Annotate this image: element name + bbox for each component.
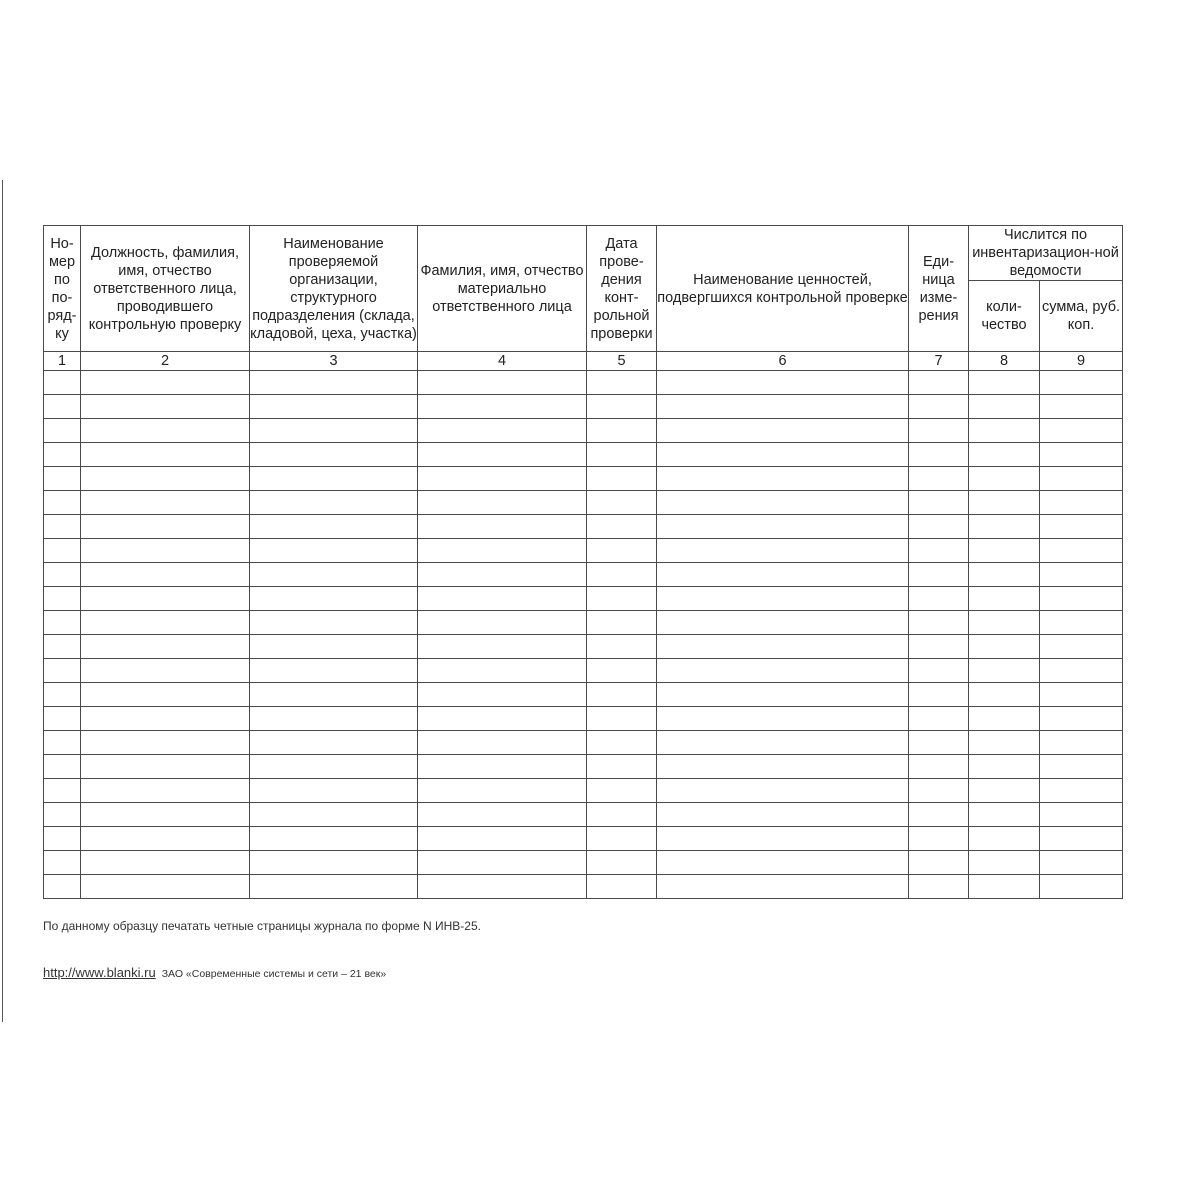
table-cell[interactable] (969, 491, 1040, 515)
table-cell[interactable] (969, 467, 1040, 491)
table-cell[interactable] (81, 683, 250, 707)
table-row (44, 443, 1123, 467)
table-cell[interactable] (1040, 587, 1123, 611)
table-cell[interactable] (657, 707, 909, 731)
table-cell[interactable] (909, 635, 969, 659)
table-cell[interactable] (587, 827, 657, 851)
table-cell[interactable] (1040, 443, 1123, 467)
table-cell[interactable] (909, 827, 969, 851)
table-row (44, 659, 1123, 683)
table-cell[interactable] (250, 539, 418, 563)
table-cell[interactable] (657, 683, 909, 707)
table-cell[interactable] (587, 491, 657, 515)
table-cell[interactable] (250, 779, 418, 803)
table-cell[interactable] (250, 731, 418, 755)
table-cell[interactable] (1040, 803, 1123, 827)
table-cell[interactable] (1040, 515, 1123, 539)
header-quantity: коли-чество (969, 281, 1040, 352)
table-cell[interactable] (81, 851, 250, 875)
table-cell[interactable] (909, 515, 969, 539)
table-cell[interactable] (969, 803, 1040, 827)
column-number: 4 (418, 352, 587, 371)
table-cell[interactable] (587, 611, 657, 635)
table-cell[interactable] (969, 779, 1040, 803)
header-inspector: Должность, фамилия, имя, отчество ответственного лица, проводившего контрольную проверку (81, 226, 250, 352)
column-number: 2 (81, 352, 250, 371)
table-cell[interactable] (1040, 851, 1123, 875)
table-cell[interactable] (250, 563, 418, 587)
table-cell[interactable] (418, 707, 587, 731)
table-cell[interactable] (81, 491, 250, 515)
table-cell[interactable] (44, 539, 81, 563)
table-cell[interactable] (909, 467, 969, 491)
table-cell[interactable] (657, 851, 909, 875)
table-row (44, 875, 1123, 899)
table-cell[interactable] (909, 491, 969, 515)
table-cell[interactable] (44, 491, 81, 515)
table-row (44, 491, 1123, 515)
table-row (44, 539, 1123, 563)
footer (43, 964, 386, 982)
table-cell[interactable] (250, 443, 418, 467)
table-cell[interactable] (587, 419, 657, 443)
table-cell[interactable] (587, 587, 657, 611)
column-number: 1 (44, 352, 81, 371)
column-number: 9 (1040, 352, 1123, 371)
table-cell[interactable] (250, 491, 418, 515)
table-cell[interactable] (81, 395, 250, 419)
table-cell[interactable] (909, 563, 969, 587)
header-valuables-name: Наименование ценностей, подвергшихся контрольной проверке (657, 226, 909, 352)
table-cell[interactable] (909, 731, 969, 755)
table-cell[interactable] (587, 659, 657, 683)
table-cell[interactable] (418, 731, 587, 755)
table-cell[interactable] (1040, 419, 1123, 443)
table-cell[interactable] (969, 539, 1040, 563)
table-cell[interactable] (81, 467, 250, 491)
table-row (44, 563, 1123, 587)
table-cell[interactable] (44, 707, 81, 731)
table-cell[interactable] (1040, 467, 1123, 491)
table-cell[interactable] (81, 443, 250, 467)
table-cell[interactable] (587, 707, 657, 731)
table-cell[interactable] (657, 371, 909, 395)
table-cell[interactable] (909, 851, 969, 875)
table-cell[interactable] (587, 731, 657, 755)
table-row (44, 755, 1123, 779)
table-row (44, 803, 1123, 827)
table-cell[interactable] (969, 611, 1040, 635)
table-cell[interactable] (969, 587, 1040, 611)
table-cell[interactable] (909, 683, 969, 707)
table-cell[interactable] (587, 683, 657, 707)
table-cell[interactable] (969, 515, 1040, 539)
table-row (44, 515, 1123, 539)
table-row (44, 851, 1123, 875)
table-row (44, 827, 1123, 851)
table-cell[interactable] (969, 755, 1040, 779)
table-cell[interactable] (418, 827, 587, 851)
table-cell[interactable] (969, 707, 1040, 731)
table-row (44, 467, 1123, 491)
table-cell[interactable] (250, 827, 418, 851)
table-cell[interactable] (909, 875, 969, 899)
header-row-number: Но-мер по по-ряд-ку (44, 226, 81, 352)
table-cell[interactable] (1040, 755, 1123, 779)
table-cell[interactable] (44, 419, 81, 443)
table-cell[interactable] (1040, 875, 1123, 899)
table-cell[interactable] (909, 611, 969, 635)
table-cell[interactable] (969, 683, 1040, 707)
column-number-row (44, 352, 1123, 371)
table-cell[interactable] (418, 587, 587, 611)
table-cell[interactable] (44, 611, 81, 635)
table-cell[interactable] (1040, 731, 1123, 755)
table-cell[interactable] (81, 659, 250, 683)
table-cell[interactable] (657, 395, 909, 419)
table-cell[interactable] (909, 587, 969, 611)
header-inventory-group: Числится по инвентаризацион-ной ведомости (969, 226, 1123, 281)
table-cell[interactable] (418, 563, 587, 587)
table-cell[interactable] (44, 779, 81, 803)
table-cell[interactable] (44, 755, 81, 779)
table-cell[interactable] (587, 875, 657, 899)
table-cell[interactable] (1040, 635, 1123, 659)
table-cell[interactable] (418, 755, 587, 779)
table-cell[interactable] (969, 419, 1040, 443)
table-cell[interactable] (969, 731, 1040, 755)
table-cell[interactable] (657, 467, 909, 491)
table-cell[interactable] (81, 731, 250, 755)
company-name: ЗАО «Современные системы и сети – 21 век» (161, 968, 387, 980)
table-cell[interactable] (250, 803, 418, 827)
table-cell[interactable] (1040, 371, 1123, 395)
table-cell[interactable] (587, 539, 657, 563)
table-cell[interactable] (1040, 683, 1123, 707)
table-cell[interactable] (250, 707, 418, 731)
header-organization: Наименование проверяемой организации, структурного подразделения (склада, кладовой, цеха, участка) (250, 226, 418, 352)
table-cell[interactable] (969, 563, 1040, 587)
header-row-top (44, 226, 1123, 281)
table-cell[interactable] (81, 707, 250, 731)
header-unit: Еди-ница изме-рения (909, 226, 969, 352)
table-cell[interactable] (969, 875, 1040, 899)
table-cell[interactable] (909, 779, 969, 803)
table-cell[interactable] (587, 515, 657, 539)
table-cell[interactable] (1040, 779, 1123, 803)
table-cell[interactable] (44, 851, 81, 875)
table-cell[interactable] (418, 491, 587, 515)
table-cell[interactable] (969, 851, 1040, 875)
table-cell[interactable] (587, 395, 657, 419)
table-cell[interactable] (418, 875, 587, 899)
table-cell[interactable] (81, 875, 250, 899)
table-cell[interactable] (969, 827, 1040, 851)
table-cell[interactable] (1040, 395, 1123, 419)
table-cell[interactable] (44, 635, 81, 659)
table-cell[interactable] (418, 635, 587, 659)
table-cell[interactable] (81, 755, 250, 779)
table-cell[interactable] (657, 755, 909, 779)
table-cell[interactable] (44, 443, 81, 467)
table-cell[interactable] (909, 803, 969, 827)
table-cell[interactable] (657, 587, 909, 611)
table-cell[interactable] (81, 563, 250, 587)
table-row (44, 779, 1123, 803)
table-cell[interactable] (81, 635, 250, 659)
table-cell[interactable] (909, 755, 969, 779)
table-cell[interactable] (909, 419, 969, 443)
table-cell[interactable] (44, 371, 81, 395)
table-cell[interactable] (81, 587, 250, 611)
column-number: 5 (587, 352, 657, 371)
table-cell[interactable] (1040, 827, 1123, 851)
table-cell[interactable] (657, 611, 909, 635)
table-cell[interactable] (657, 515, 909, 539)
table-cell[interactable] (587, 563, 657, 587)
table-cell[interactable] (250, 635, 418, 659)
table-cell[interactable] (657, 419, 909, 443)
table-cell[interactable] (909, 371, 969, 395)
header-responsible-person: Фамилия, имя, отчество материально ответственного лица (418, 226, 587, 352)
table-cell[interactable] (81, 515, 250, 539)
table-cell[interactable] (587, 779, 657, 803)
table-cell[interactable] (1040, 539, 1123, 563)
table-cell[interactable] (44, 515, 81, 539)
table-cell[interactable] (587, 803, 657, 827)
site-link[interactable]: http://www.blanki.ru (43, 965, 156, 980)
table-cell[interactable] (969, 371, 1040, 395)
table-cell[interactable] (44, 587, 81, 611)
table-cell[interactable] (81, 803, 250, 827)
table-cell[interactable] (587, 635, 657, 659)
table-cell[interactable] (81, 371, 250, 395)
table-cell[interactable] (44, 395, 81, 419)
table-cell[interactable] (81, 539, 250, 563)
table-cell[interactable] (44, 659, 81, 683)
table-cell[interactable] (418, 395, 587, 419)
table-cell[interactable] (1040, 659, 1123, 683)
column-number: 6 (657, 352, 909, 371)
table-cell[interactable] (657, 827, 909, 851)
table-cell[interactable] (81, 827, 250, 851)
table-cell[interactable] (250, 395, 418, 419)
table-row (44, 707, 1123, 731)
column-number: 7 (909, 352, 969, 371)
table-cell[interactable] (418, 851, 587, 875)
table-cell[interactable] (1040, 491, 1123, 515)
table-cell[interactable] (250, 515, 418, 539)
table-cell[interactable] (657, 731, 909, 755)
table-cell[interactable] (250, 587, 418, 611)
table-cell[interactable] (587, 755, 657, 779)
table-cell[interactable] (418, 659, 587, 683)
table-cell[interactable] (969, 443, 1040, 467)
table-cell[interactable] (1040, 563, 1123, 587)
table-row (44, 611, 1123, 635)
table-row (44, 395, 1123, 419)
column-number: 8 (969, 352, 1040, 371)
table-cell[interactable] (250, 659, 418, 683)
table-cell[interactable] (418, 443, 587, 467)
table-cell[interactable] (418, 803, 587, 827)
table-cell[interactable] (250, 683, 418, 707)
table-cell[interactable] (250, 467, 418, 491)
table-cell[interactable] (81, 611, 250, 635)
table-row (44, 635, 1123, 659)
table-cell[interactable] (44, 731, 81, 755)
table-cell[interactable] (657, 659, 909, 683)
table-cell[interactable] (250, 419, 418, 443)
table-cell[interactable] (44, 683, 81, 707)
table-cell[interactable] (909, 707, 969, 731)
table-cell[interactable] (657, 803, 909, 827)
table-cell[interactable] (418, 539, 587, 563)
table-cell[interactable] (418, 467, 587, 491)
table-cell[interactable] (657, 563, 909, 587)
table-cell[interactable] (587, 467, 657, 491)
inventory-journal-table (43, 225, 1123, 899)
table-cell[interactable] (657, 875, 909, 899)
table-cell[interactable] (81, 779, 250, 803)
table-cell[interactable] (909, 443, 969, 467)
table-cell[interactable] (1040, 707, 1123, 731)
table-cell[interactable] (969, 659, 1040, 683)
table-cell[interactable] (418, 683, 587, 707)
table-cell[interactable] (44, 563, 81, 587)
header-inspection-date: Дата прове-дения конт-рольной проверки (587, 226, 657, 352)
table-cell[interactable] (587, 851, 657, 875)
table-cell[interactable] (418, 611, 587, 635)
margin-line (2, 180, 3, 1022)
print-note: По данному образцу печатать четные страницы журнала по форме N ИНВ-25. (43, 919, 481, 933)
table-cell[interactable] (250, 371, 418, 395)
header-amount: сумма, руб. коп. (1040, 281, 1123, 352)
table-cell[interactable] (44, 803, 81, 827)
table-cell[interactable] (587, 443, 657, 467)
table-cell[interactable] (418, 779, 587, 803)
table-cell[interactable] (657, 635, 909, 659)
table-cell[interactable] (909, 539, 969, 563)
table-cell[interactable] (587, 371, 657, 395)
table-cell[interactable] (250, 755, 418, 779)
table-cell[interactable] (250, 851, 418, 875)
table-row (44, 683, 1123, 707)
table-cell[interactable] (250, 875, 418, 899)
table-cell[interactable] (657, 779, 909, 803)
journal-body (44, 371, 1123, 899)
table-cell[interactable] (418, 371, 587, 395)
table-row (44, 419, 1123, 443)
table-cell[interactable] (657, 443, 909, 467)
table-cell[interactable] (44, 827, 81, 851)
table-cell[interactable] (969, 635, 1040, 659)
table-row (44, 587, 1123, 611)
table-cell[interactable] (250, 611, 418, 635)
table-cell[interactable] (969, 395, 1040, 419)
table-cell[interactable] (1040, 611, 1123, 635)
table-cell[interactable] (657, 491, 909, 515)
column-number: 3 (250, 352, 418, 371)
table-cell[interactable] (44, 875, 81, 899)
table-row (44, 371, 1123, 395)
table-cell[interactable] (657, 539, 909, 563)
table-cell[interactable] (81, 419, 250, 443)
table-cell[interactable] (909, 395, 969, 419)
table-cell[interactable] (44, 467, 81, 491)
table-cell[interactable] (909, 659, 969, 683)
table-cell[interactable] (418, 419, 587, 443)
table-row (44, 731, 1123, 755)
table-cell[interactable] (418, 515, 587, 539)
